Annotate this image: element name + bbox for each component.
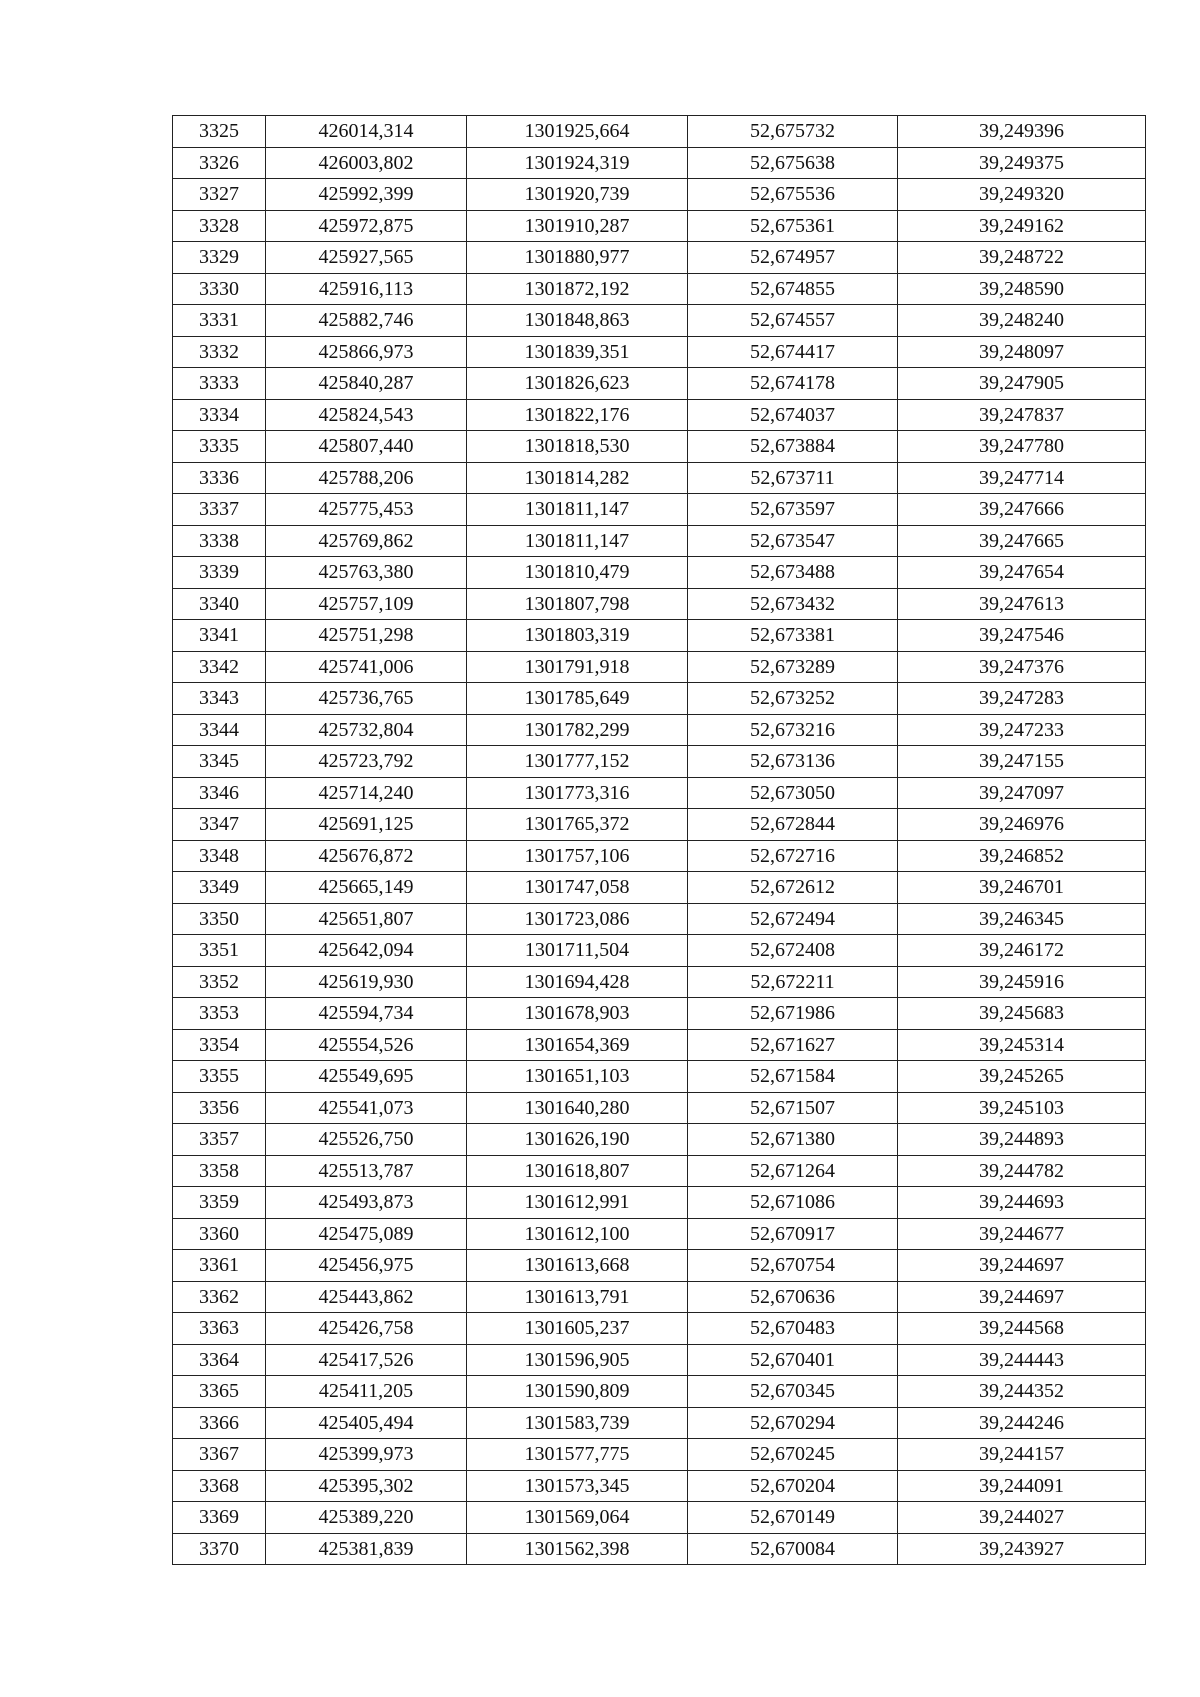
point-number-cell: 3355 <box>173 1061 266 1093</box>
longitude-cell: 39,248590 <box>898 273 1146 305</box>
table-row <box>173 494 1146 526</box>
latitude-cell: 52,672211 <box>688 966 898 998</box>
table-row <box>173 1502 1146 1534</box>
point-number-cell: 3329 <box>173 242 266 274</box>
table-row <box>173 1124 1146 1156</box>
point-number-cell: 3362 <box>173 1281 266 1313</box>
x-coordinate-cell: 425405,494 <box>266 1407 467 1439</box>
point-number-cell: 3348 <box>173 840 266 872</box>
table-row <box>173 746 1146 778</box>
x-coordinate-cell: 425619,930 <box>266 966 467 998</box>
longitude-cell: 39,245314 <box>898 1029 1146 1061</box>
table-row <box>173 1344 1146 1376</box>
table-row <box>173 273 1146 305</box>
table-row <box>173 336 1146 368</box>
longitude-cell: 39,247780 <box>898 431 1146 463</box>
latitude-cell: 52,670483 <box>688 1313 898 1345</box>
table-row <box>173 714 1146 746</box>
table-row <box>173 179 1146 211</box>
table-row <box>173 1533 1146 1565</box>
point-number-cell: 3357 <box>173 1124 266 1156</box>
table-row <box>173 1281 1146 1313</box>
latitude-cell: 52,670917 <box>688 1218 898 1250</box>
latitude-cell: 52,675732 <box>688 116 898 148</box>
point-number-cell: 3325 <box>173 116 266 148</box>
longitude-cell: 39,249375 <box>898 147 1146 179</box>
table-row <box>173 1470 1146 1502</box>
table-row <box>173 147 1146 179</box>
latitude-cell: 52,672716 <box>688 840 898 872</box>
y-coordinate-cell: 1301826,623 <box>467 368 688 400</box>
x-coordinate-cell: 425676,872 <box>266 840 467 872</box>
x-coordinate-cell: 425736,765 <box>266 683 467 715</box>
point-number-cell: 3366 <box>173 1407 266 1439</box>
x-coordinate-cell: 425541,073 <box>266 1092 467 1124</box>
point-number-cell: 3350 <box>173 903 266 935</box>
table-row <box>173 210 1146 242</box>
table-row <box>173 116 1146 148</box>
longitude-cell: 39,244697 <box>898 1250 1146 1282</box>
latitude-cell: 52,670294 <box>688 1407 898 1439</box>
longitude-cell: 39,247283 <box>898 683 1146 715</box>
x-coordinate-cell: 425665,149 <box>266 872 467 904</box>
y-coordinate-cell: 1301654,369 <box>467 1029 688 1061</box>
y-coordinate-cell: 1301822,176 <box>467 399 688 431</box>
y-coordinate-cell: 1301910,287 <box>467 210 688 242</box>
longitude-cell: 39,247155 <box>898 746 1146 778</box>
y-coordinate-cell: 1301747,058 <box>467 872 688 904</box>
longitude-cell: 39,246701 <box>898 872 1146 904</box>
x-coordinate-cell: 425513,787 <box>266 1155 467 1187</box>
x-coordinate-cell: 425751,298 <box>266 620 467 652</box>
x-coordinate-cell: 425992,399 <box>266 179 467 211</box>
y-coordinate-cell: 1301590,809 <box>467 1376 688 1408</box>
table-row <box>173 557 1146 589</box>
x-coordinate-cell: 425824,543 <box>266 399 467 431</box>
point-number-cell: 3332 <box>173 336 266 368</box>
table-row <box>173 1218 1146 1250</box>
table-row <box>173 1313 1146 1345</box>
y-coordinate-cell: 1301924,319 <box>467 147 688 179</box>
point-number-cell: 3344 <box>173 714 266 746</box>
table-row <box>173 1187 1146 1219</box>
latitude-cell: 52,675361 <box>688 210 898 242</box>
y-coordinate-cell: 1301807,798 <box>467 588 688 620</box>
point-number-cell: 3347 <box>173 809 266 841</box>
y-coordinate-cell: 1301613,668 <box>467 1250 688 1282</box>
latitude-cell: 52,671264 <box>688 1155 898 1187</box>
point-number-cell: 3333 <box>173 368 266 400</box>
x-coordinate-cell: 425399,973 <box>266 1439 467 1471</box>
longitude-cell: 39,247233 <box>898 714 1146 746</box>
table-row <box>173 903 1146 935</box>
y-coordinate-cell: 1301757,106 <box>467 840 688 872</box>
table-row <box>173 683 1146 715</box>
x-coordinate-cell: 425714,240 <box>266 777 467 809</box>
table-row <box>173 620 1146 652</box>
longitude-cell: 39,244443 <box>898 1344 1146 1376</box>
table-row <box>173 1407 1146 1439</box>
y-coordinate-cell: 1301573,345 <box>467 1470 688 1502</box>
latitude-cell: 52,673136 <box>688 746 898 778</box>
y-coordinate-cell: 1301613,791 <box>467 1281 688 1313</box>
y-coordinate-cell: 1301785,649 <box>467 683 688 715</box>
y-coordinate-cell: 1301577,775 <box>467 1439 688 1471</box>
x-coordinate-cell: 425475,089 <box>266 1218 467 1250</box>
table-row <box>173 1029 1146 1061</box>
y-coordinate-cell: 1301711,504 <box>467 935 688 967</box>
longitude-cell: 39,249396 <box>898 116 1146 148</box>
latitude-cell: 52,673289 <box>688 651 898 683</box>
point-number-cell: 3361 <box>173 1250 266 1282</box>
x-coordinate-cell: 425866,973 <box>266 336 467 368</box>
point-number-cell: 3367 <box>173 1439 266 1471</box>
coordinates-table-body <box>173 116 1146 1565</box>
table-row <box>173 935 1146 967</box>
table-row <box>173 1376 1146 1408</box>
longitude-cell: 39,244697 <box>898 1281 1146 1313</box>
table-row <box>173 1250 1146 1282</box>
x-coordinate-cell: 425443,862 <box>266 1281 467 1313</box>
longitude-cell: 39,247665 <box>898 525 1146 557</box>
longitude-cell: 39,247613 <box>898 588 1146 620</box>
y-coordinate-cell: 1301612,991 <box>467 1187 688 1219</box>
longitude-cell: 39,244246 <box>898 1407 1146 1439</box>
longitude-cell: 39,244157 <box>898 1439 1146 1471</box>
table-row <box>173 651 1146 683</box>
x-coordinate-cell: 426014,314 <box>266 116 467 148</box>
point-number-cell: 3354 <box>173 1029 266 1061</box>
y-coordinate-cell: 1301791,918 <box>467 651 688 683</box>
latitude-cell: 52,671584 <box>688 1061 898 1093</box>
y-coordinate-cell: 1301814,282 <box>467 462 688 494</box>
table-row <box>173 1092 1146 1124</box>
longitude-cell: 39,247837 <box>898 399 1146 431</box>
x-coordinate-cell: 425741,006 <box>266 651 467 683</box>
longitude-cell: 39,248097 <box>898 336 1146 368</box>
x-coordinate-cell: 425526,750 <box>266 1124 467 1156</box>
x-coordinate-cell: 425549,695 <box>266 1061 467 1093</box>
point-number-cell: 3368 <box>173 1470 266 1502</box>
y-coordinate-cell: 1301925,664 <box>467 116 688 148</box>
longitude-cell: 39,244893 <box>898 1124 1146 1156</box>
x-coordinate-cell: 425554,526 <box>266 1029 467 1061</box>
point-number-cell: 3351 <box>173 935 266 967</box>
latitude-cell: 52,673216 <box>688 714 898 746</box>
latitude-cell: 52,670401 <box>688 1344 898 1376</box>
latitude-cell: 52,671086 <box>688 1187 898 1219</box>
x-coordinate-cell: 426003,802 <box>266 147 467 179</box>
longitude-cell: 39,248722 <box>898 242 1146 274</box>
point-number-cell: 3337 <box>173 494 266 526</box>
latitude-cell: 52,674557 <box>688 305 898 337</box>
x-coordinate-cell: 425594,734 <box>266 998 467 1030</box>
point-number-cell: 3353 <box>173 998 266 1030</box>
longitude-cell: 39,247097 <box>898 777 1146 809</box>
x-coordinate-cell: 425840,287 <box>266 368 467 400</box>
latitude-cell: 52,674178 <box>688 368 898 400</box>
latitude-cell: 52,675638 <box>688 147 898 179</box>
point-number-cell: 3358 <box>173 1155 266 1187</box>
table-row <box>173 840 1146 872</box>
latitude-cell: 52,675536 <box>688 179 898 211</box>
longitude-cell: 39,247376 <box>898 651 1146 683</box>
point-number-cell: 3326 <box>173 147 266 179</box>
latitude-cell: 52,670204 <box>688 1470 898 1502</box>
point-number-cell: 3334 <box>173 399 266 431</box>
table-row <box>173 1439 1146 1471</box>
y-coordinate-cell: 1301810,479 <box>467 557 688 589</box>
table-row <box>173 1061 1146 1093</box>
table-row <box>173 809 1146 841</box>
longitude-cell: 39,246345 <box>898 903 1146 935</box>
x-coordinate-cell: 425411,205 <box>266 1376 467 1408</box>
table-row <box>173 305 1146 337</box>
table-row <box>173 998 1146 1030</box>
longitude-cell: 39,244352 <box>898 1376 1146 1408</box>
latitude-cell: 52,670636 <box>688 1281 898 1313</box>
x-coordinate-cell: 425807,440 <box>266 431 467 463</box>
x-coordinate-cell: 425417,526 <box>266 1344 467 1376</box>
longitude-cell: 39,244782 <box>898 1155 1146 1187</box>
table-row <box>173 777 1146 809</box>
longitude-cell: 39,248240 <box>898 305 1146 337</box>
longitude-cell: 39,246976 <box>898 809 1146 841</box>
latitude-cell: 52,674037 <box>688 399 898 431</box>
longitude-cell: 39,246852 <box>898 840 1146 872</box>
table-row <box>173 966 1146 998</box>
longitude-cell: 39,247654 <box>898 557 1146 589</box>
latitude-cell: 52,673711 <box>688 462 898 494</box>
latitude-cell: 52,673381 <box>688 620 898 652</box>
longitude-cell: 39,244568 <box>898 1313 1146 1345</box>
longitude-cell: 39,244027 <box>898 1502 1146 1534</box>
x-coordinate-cell: 425426,758 <box>266 1313 467 1345</box>
point-number-cell: 3336 <box>173 462 266 494</box>
latitude-cell: 52,670345 <box>688 1376 898 1408</box>
latitude-cell: 52,672844 <box>688 809 898 841</box>
longitude-cell: 39,245265 <box>898 1061 1146 1093</box>
latitude-cell: 52,670149 <box>688 1502 898 1534</box>
latitude-cell: 52,671380 <box>688 1124 898 1156</box>
latitude-cell: 52,673252 <box>688 683 898 715</box>
point-number-cell: 3338 <box>173 525 266 557</box>
latitude-cell: 52,673547 <box>688 525 898 557</box>
table-row <box>173 525 1146 557</box>
latitude-cell: 52,672612 <box>688 872 898 904</box>
x-coordinate-cell: 425395,302 <box>266 1470 467 1502</box>
y-coordinate-cell: 1301803,319 <box>467 620 688 652</box>
point-number-cell: 3342 <box>173 651 266 683</box>
point-number-cell: 3330 <box>173 273 266 305</box>
y-coordinate-cell: 1301773,316 <box>467 777 688 809</box>
x-coordinate-cell: 425757,109 <box>266 588 467 620</box>
longitude-cell: 39,245103 <box>898 1092 1146 1124</box>
latitude-cell: 52,671986 <box>688 998 898 1030</box>
x-coordinate-cell: 425775,453 <box>266 494 467 526</box>
latitude-cell: 52,672408 <box>688 935 898 967</box>
longitude-cell: 39,244693 <box>898 1187 1146 1219</box>
point-number-cell: 3328 <box>173 210 266 242</box>
x-coordinate-cell: 425456,975 <box>266 1250 467 1282</box>
latitude-cell: 52,674957 <box>688 242 898 274</box>
point-number-cell: 3327 <box>173 179 266 211</box>
longitude-cell: 39,249162 <box>898 210 1146 242</box>
x-coordinate-cell: 425651,807 <box>266 903 467 935</box>
y-coordinate-cell: 1301626,190 <box>467 1124 688 1156</box>
table-row <box>173 588 1146 620</box>
point-number-cell: 3356 <box>173 1092 266 1124</box>
y-coordinate-cell: 1301811,147 <box>467 494 688 526</box>
longitude-cell: 39,247714 <box>898 462 1146 494</box>
latitude-cell: 52,671627 <box>688 1029 898 1061</box>
y-coordinate-cell: 1301839,351 <box>467 336 688 368</box>
longitude-cell: 39,244091 <box>898 1470 1146 1502</box>
x-coordinate-cell: 425389,220 <box>266 1502 467 1534</box>
latitude-cell: 52,673488 <box>688 557 898 589</box>
point-number-cell: 3346 <box>173 777 266 809</box>
y-coordinate-cell: 1301678,903 <box>467 998 688 1030</box>
longitude-cell: 39,245683 <box>898 998 1146 1030</box>
table-row <box>173 1155 1146 1187</box>
x-coordinate-cell: 425882,746 <box>266 305 467 337</box>
x-coordinate-cell: 425763,380 <box>266 557 467 589</box>
point-number-cell: 3345 <box>173 746 266 778</box>
latitude-cell: 52,673597 <box>688 494 898 526</box>
point-number-cell: 3335 <box>173 431 266 463</box>
y-coordinate-cell: 1301848,863 <box>467 305 688 337</box>
latitude-cell: 52,673050 <box>688 777 898 809</box>
latitude-cell: 52,673884 <box>688 431 898 463</box>
x-coordinate-cell: 425916,113 <box>266 273 467 305</box>
table-row <box>173 368 1146 400</box>
y-coordinate-cell: 1301618,807 <box>467 1155 688 1187</box>
longitude-cell: 39,245916 <box>898 966 1146 998</box>
point-number-cell: 3349 <box>173 872 266 904</box>
longitude-cell: 39,243927 <box>898 1533 1146 1565</box>
x-coordinate-cell: 425788,206 <box>266 462 467 494</box>
y-coordinate-cell: 1301605,237 <box>467 1313 688 1345</box>
point-number-cell: 3352 <box>173 966 266 998</box>
longitude-cell: 39,244677 <box>898 1218 1146 1250</box>
x-coordinate-cell: 425927,565 <box>266 242 467 274</box>
y-coordinate-cell: 1301562,398 <box>467 1533 688 1565</box>
longitude-cell: 39,249320 <box>898 179 1146 211</box>
point-number-cell: 3343 <box>173 683 266 715</box>
longitude-cell: 39,247905 <box>898 368 1146 400</box>
latitude-cell: 52,673432 <box>688 588 898 620</box>
y-coordinate-cell: 1301651,103 <box>467 1061 688 1093</box>
longitude-cell: 39,246172 <box>898 935 1146 967</box>
y-coordinate-cell: 1301723,086 <box>467 903 688 935</box>
point-number-cell: 3331 <box>173 305 266 337</box>
coordinates-table <box>172 115 1146 1565</box>
latitude-cell: 52,674417 <box>688 336 898 368</box>
latitude-cell: 52,670084 <box>688 1533 898 1565</box>
y-coordinate-cell: 1301583,739 <box>467 1407 688 1439</box>
x-coordinate-cell: 425493,873 <box>266 1187 467 1219</box>
table-row <box>173 242 1146 274</box>
y-coordinate-cell: 1301818,530 <box>467 431 688 463</box>
table-row <box>173 431 1146 463</box>
x-coordinate-cell: 425381,839 <box>266 1533 467 1565</box>
longitude-cell: 39,247666 <box>898 494 1146 526</box>
point-number-cell: 3369 <box>173 1502 266 1534</box>
latitude-cell: 52,671507 <box>688 1092 898 1124</box>
latitude-cell: 52,674855 <box>688 273 898 305</box>
point-number-cell: 3341 <box>173 620 266 652</box>
latitude-cell: 52,670245 <box>688 1439 898 1471</box>
y-coordinate-cell: 1301640,280 <box>467 1092 688 1124</box>
point-number-cell: 3365 <box>173 1376 266 1408</box>
x-coordinate-cell: 425691,125 <box>266 809 467 841</box>
y-coordinate-cell: 1301811,147 <box>467 525 688 557</box>
point-number-cell: 3370 <box>173 1533 266 1565</box>
y-coordinate-cell: 1301880,977 <box>467 242 688 274</box>
latitude-cell: 52,672494 <box>688 903 898 935</box>
y-coordinate-cell: 1301777,152 <box>467 746 688 778</box>
latitude-cell: 52,670754 <box>688 1250 898 1282</box>
y-coordinate-cell: 1301782,299 <box>467 714 688 746</box>
x-coordinate-cell: 425642,094 <box>266 935 467 967</box>
point-number-cell: 3363 <box>173 1313 266 1345</box>
table-row <box>173 872 1146 904</box>
x-coordinate-cell: 425972,875 <box>266 210 467 242</box>
y-coordinate-cell: 1301872,192 <box>467 273 688 305</box>
table-row <box>173 462 1146 494</box>
point-number-cell: 3364 <box>173 1344 266 1376</box>
y-coordinate-cell: 1301920,739 <box>467 179 688 211</box>
point-number-cell: 3359 <box>173 1187 266 1219</box>
y-coordinate-cell: 1301612,100 <box>467 1218 688 1250</box>
y-coordinate-cell: 1301596,905 <box>467 1344 688 1376</box>
x-coordinate-cell: 425732,804 <box>266 714 467 746</box>
x-coordinate-cell: 425723,792 <box>266 746 467 778</box>
point-number-cell: 3339 <box>173 557 266 589</box>
table-row <box>173 399 1146 431</box>
longitude-cell: 39,247546 <box>898 620 1146 652</box>
point-number-cell: 3360 <box>173 1218 266 1250</box>
y-coordinate-cell: 1301569,064 <box>467 1502 688 1534</box>
point-number-cell: 3340 <box>173 588 266 620</box>
x-coordinate-cell: 425769,862 <box>266 525 467 557</box>
y-coordinate-cell: 1301765,372 <box>467 809 688 841</box>
y-coordinate-cell: 1301694,428 <box>467 966 688 998</box>
